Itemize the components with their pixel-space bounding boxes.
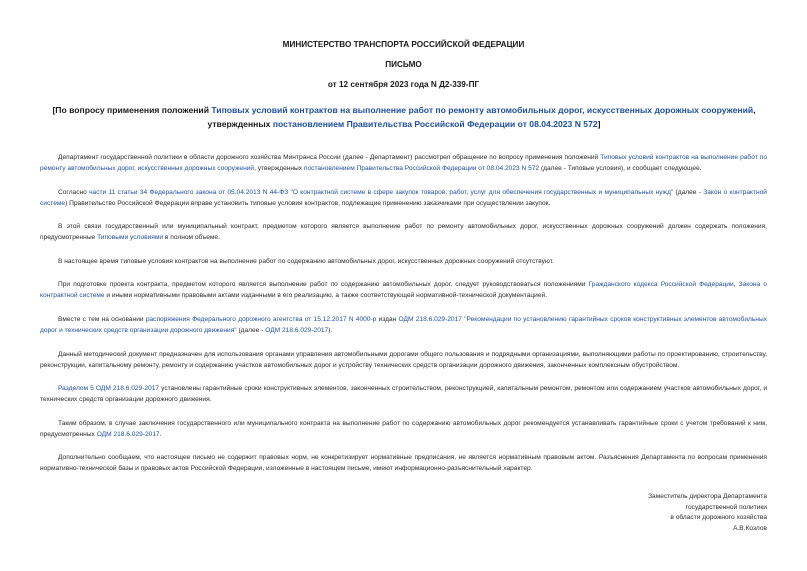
paragraph-text: Вместе с тем на основании	[58, 315, 146, 323]
link-rosavtodor-order[interactable]: распоряжения Федерального дорожного агентства от 15.12.2017 N 4000-р	[145, 315, 377, 323]
paragraph-text: установлены гарантийные сроки конструктивных элементов, законченных строительством, реконструкцией, капитальным ремонтом, ремонтом или содержанием участков автомобильных дорог, и технических средств организации дорожного движения.	[40, 385, 768, 404]
link-odm-short[interactable]: ОДМ 218.6.029-2017	[96, 430, 160, 438]
paragraph-text: Департамент государственной политики в области дорожного хозяйства Минтранса России (далее - Департамент) рассмотрел обращение по вопросу применения положений	[58, 154, 601, 161]
paragraph-4	[40, 256, 767, 267]
paragraph-10	[40, 452, 767, 474]
link-odm-section-5[interactable]: Разделом 5 ОДМ 218.6.029-2017	[58, 385, 160, 393]
paragraph-5	[40, 279, 767, 301]
paragraph-9	[40, 418, 767, 440]
paragraph-1	[40, 152, 767, 174]
paragraph-2	[40, 187, 767, 209]
document-type: ПИСЬМО	[385, 60, 422, 69]
document-date-number: от 12 сентября 2023 года N Д2-339-ПГ	[327, 80, 480, 89]
paragraph-text: (далее -	[236, 326, 266, 334]
paragraph-text: В настоящее время типовые условия контрактов на выполнение работ по содержанию автомобильных дорог, искусственных дорожных сооружений отсутствуют.	[58, 257, 554, 265]
paragraph-text: В этой связи государственный или муниципальный контракт, предметом которого является выполнение работ по ремонту автомобильных дорог, искусственных дорожных сооружений должен содержать положения, предусмотренные	[40, 223, 767, 242]
paragraph-text: .	[159, 430, 162, 438]
paragraph-text: ).	[328, 326, 333, 334]
subject-text: , утвержденных	[207, 105, 756, 129]
paragraph-text: Дополнительно сообщаем, что настоящее письмо не содержит правовых норм, не конкретизирует нормативные предписания, не является нормативным правовым актом. Разъяснения Департамента по вопросам применения нормативно-технической базы и правовых актов Российской Федерации, изложенные в настоящем письме, имеют информационно-разъяснительный характер.	[40, 454, 767, 473]
paragraph-8	[40, 383, 767, 405]
paragraph-text: Согласно	[58, 188, 90, 196]
paragraph-text: Таким образом, в случае заключения государственного или муниципального контракта на выполнение работ по содержанию автомобильных дорог рекомендуется устанавливать гарантийные сроки с учетом требований к ним, предусмотренных	[40, 419, 767, 438]
paragraph-text: При подготовке проекта контракта, предметом которого является выполнение работ по содержанию автомобильных дорог, следует руководствоваться положениями	[58, 281, 589, 289]
subject-link-resolution-572[interactable]: постановлением Правительства Российской Федерации от 08.04.2023 N 572	[272, 119, 598, 129]
link-civil-code[interactable]: Гражданского кодекса Российской Федерации	[588, 281, 734, 289]
paragraph-text: (далее - Типовые условия), и сообщает следующее.	[539, 165, 702, 172]
paragraph-3	[40, 221, 767, 243]
paragraph-text: (далее -	[673, 188, 704, 196]
signature-name: А.В.Козлов	[733, 524, 767, 532]
link-typical-conditions-short[interactable]: Типовыми условиями	[97, 234, 164, 242]
link-resolution-572[interactable]: постановлением Правительства Российской Федерации от 08.04.2023 N 572	[303, 165, 540, 172]
signature-department: государственной политики	[685, 503, 767, 511]
link-odm-full[interactable]: ОДМ 218.6.029-2017 "Рекомендации по установлению гарантийных сроков конструктивных элементов автомобильных дорог и технических средств организации дорожного движения"	[40, 315, 767, 334]
ministry-title: МИНИСТЕРСТВО ТРАНСПОРТА РОССИЙСКОЙ ФЕДЕРАЦИИ	[282, 40, 525, 49]
paragraph-text: , утвержденных	[254, 165, 304, 172]
letter-body	[40, 152, 767, 487]
paragraph-text: ) Правительство Российской Федерации вправе установить типовые условия контрактов, подлежащие применению заказчиками при осуществлении закупок.	[65, 199, 551, 207]
signature-position: Заместитель директора Департамента	[648, 493, 767, 500]
link-odm-short[interactable]: ОДМ 218.6.029-2017	[265, 326, 329, 334]
paragraph-text: издан	[376, 315, 399, 323]
paragraph-7	[40, 349, 767, 371]
signature-block	[648, 492, 767, 534]
subject-link-typical-conditions[interactable]: Типовых условий контрактов на выполнение работ по ремонту автомобильных дорог, искусственных дорожных сооружений	[211, 105, 754, 115]
link-law-44fz[interactable]: части 11 статьи 34 Федерального закона от 05.04.2013 N 44-ФЗ "О контрактной системе в сфере закупок товаров, работ, услуг для обеспечения государственных и муниципальных нужд"	[89, 188, 674, 196]
paragraph-text: Данный методический документ предназначен для использования органами управления автомобильными дорогами общего пользования и подрядными организациями, выполняющими работы по проектированию, строительству, реконструкции, капитальному ремонту, ремонту и содержанию участков автомобильных дорог и устройству технических средств организации дорожного движения, законченных комплексным обустройством.	[40, 350, 767, 369]
paragraph-text: ,	[733, 281, 739, 289]
paragraph-text: в полном объеме.	[163, 234, 220, 242]
link-contract-system-law[interactable]: Закона о контрактной системе	[40, 281, 768, 300]
subject-text: [По вопросу применения положений	[52, 105, 212, 115]
signature-area: в области дорожного хозяйства	[670, 514, 767, 521]
document-subject	[40, 103, 768, 131]
link-contract-system-law[interactable]: Закон о контрактной системе	[40, 188, 767, 207]
link-typical-conditions[interactable]: Типовых условий контрактов на выполнение работ по ремонту автомобильных дорог, искусственных дорожных сооружений	[40, 154, 768, 172]
paragraph-6	[40, 314, 767, 336]
subject-text: ]	[597, 119, 601, 129]
paragraph-text: и иными нормативными правовыми актами изданными в его реализацию, а также соответствующей нормативной-технической документацией.	[104, 292, 548, 300]
